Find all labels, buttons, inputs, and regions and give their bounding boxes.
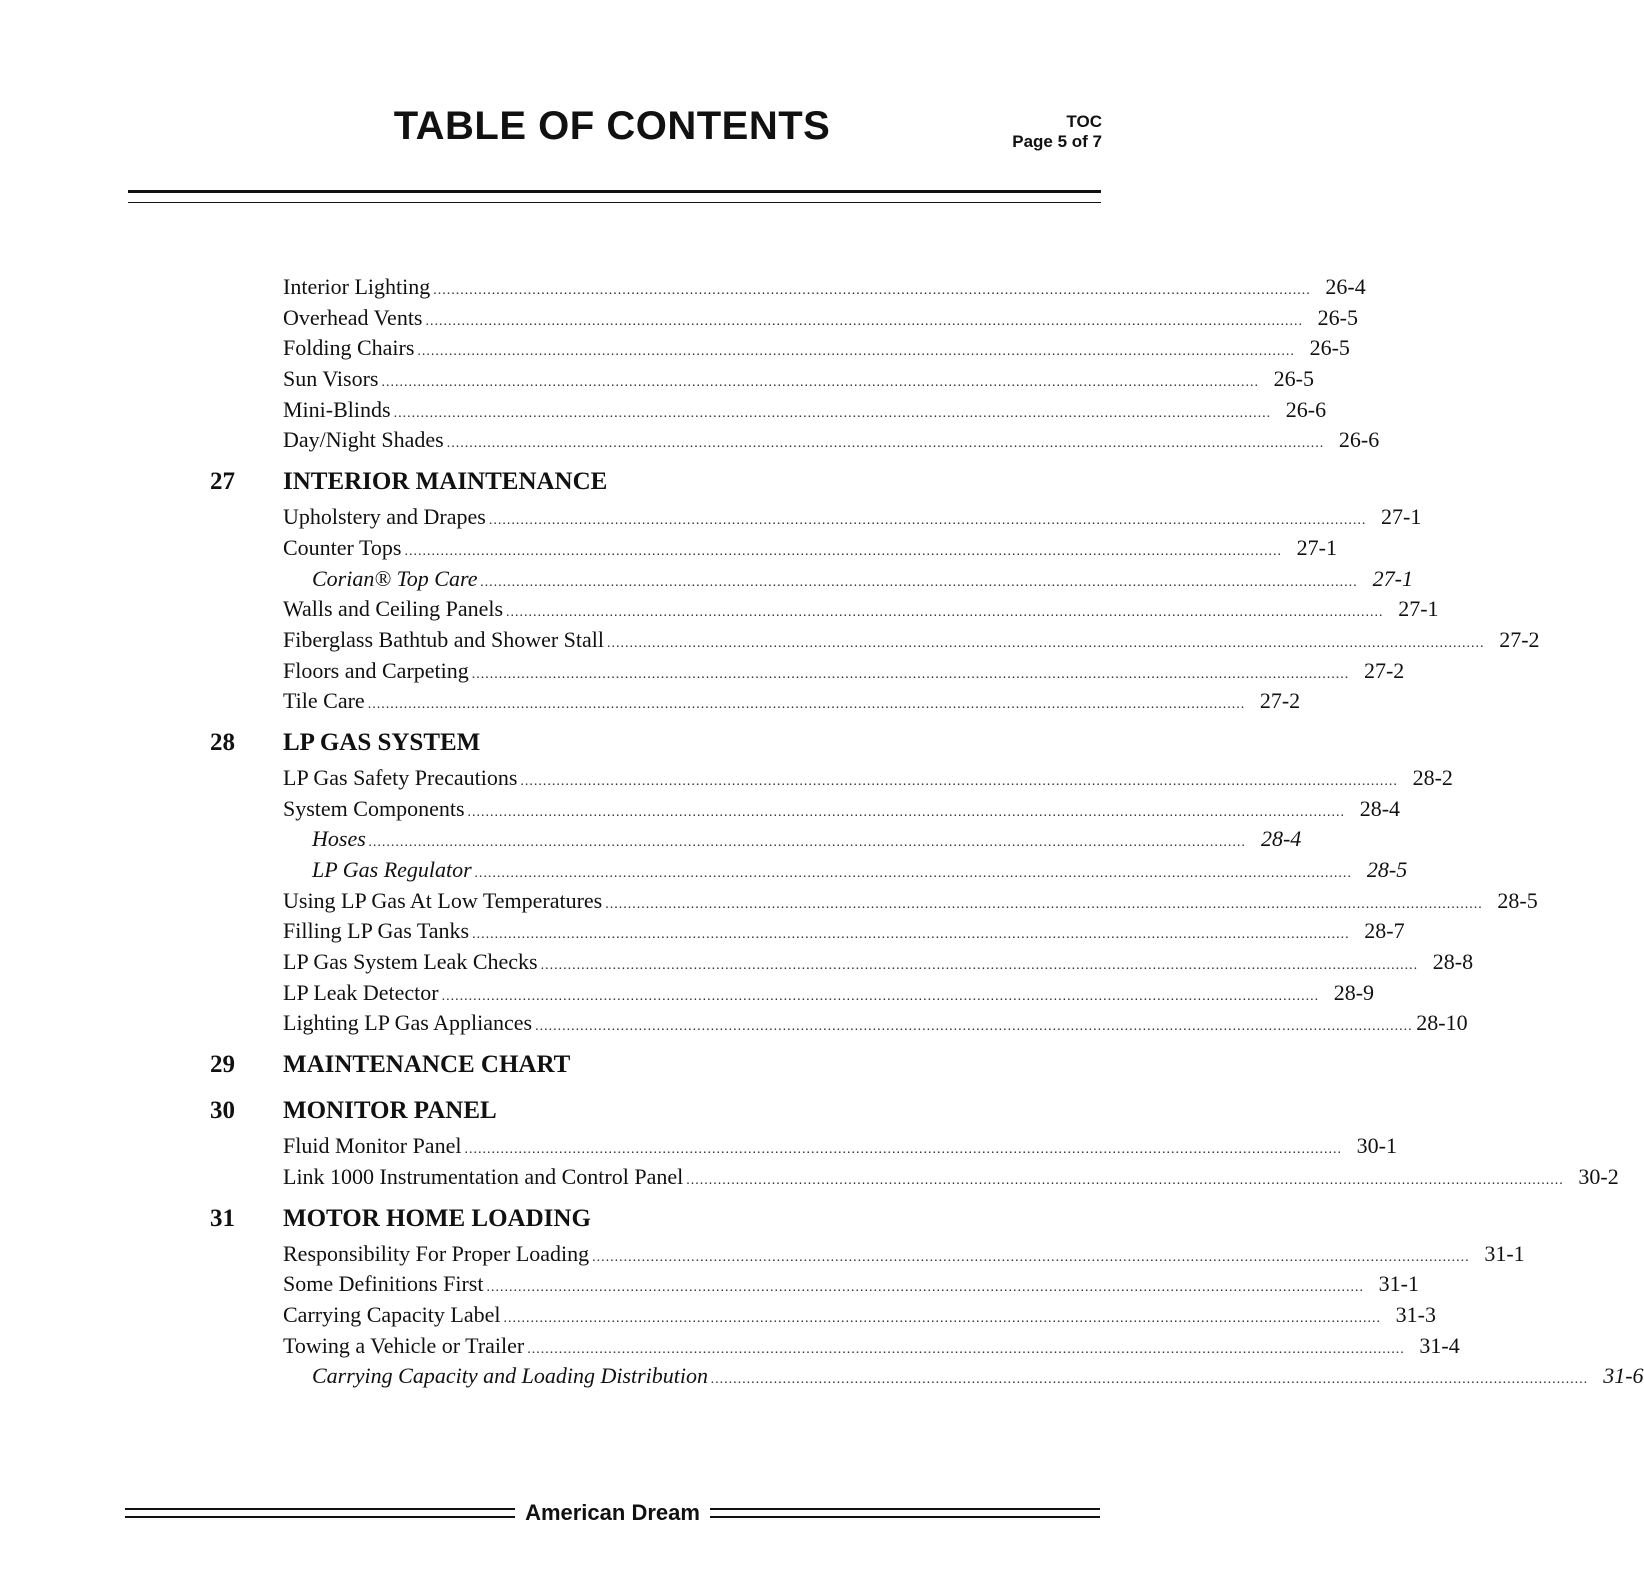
section-number: 27 [210,468,235,496]
entry-title: Tile Care [283,688,365,714]
entry-page: 28-5 [1497,887,1538,913]
dot-leader: ................................................................................................................................................................................................... [535,1019,1413,1035]
dot-leader: ................................................................................................................................................................................................... [471,666,1350,682]
dot-leader: ................................................................................................................................................................................................... [467,804,1346,820]
section-number: 30 [210,1097,235,1125]
entry-title: Overhead Vents [283,304,423,330]
dot-leader: ................................................................................................................................................................................................... [686,1172,1564,1188]
dot-leader: ................................................................................................................................................................................................... [607,635,1485,651]
toc-entry[interactable] [210,335,1350,366]
entry-page: 26-5 [1317,304,1358,330]
entry-title: Carrying Capacity and Loading Distribution [312,1363,709,1389]
entry-page: 30-1 [1356,1133,1397,1159]
entry-title: Walls and Ceiling Panels [283,596,504,622]
toc-subentry[interactable] [210,857,1408,888]
toc-entry[interactable] [210,1010,1468,1041]
dot-leader: ................................................................................................................................................................................................... [592,1249,1470,1265]
entry-page: 26-6 [1285,396,1327,422]
toc-entry[interactable] [210,534,1337,566]
section-heading[interactable] [210,1051,1020,1087]
entry-page: 26-5 [1273,366,1314,392]
entry-title: Link 1000 Instrumentation and Control Panel [283,1163,684,1189]
section-heading[interactable] [210,1205,1020,1241]
entry-page: 28-9 [1333,979,1375,1005]
page-number: Page 5 of 7 [1012,132,1102,151]
toc-subentry[interactable] [210,565,1413,597]
toc-entry[interactable] [210,274,1366,305]
entry-title: Some Definitions First [283,1271,484,1297]
section-title: MONITOR PANEL [283,1097,497,1125]
toc-list [210,274,1644,1394]
entry-page: 28-5 [1366,857,1408,882]
entry-title: LP Gas Safety Precautions [283,764,518,790]
entry-title: Floors and Carpeting [283,657,469,683]
entry-title: Carrying Capacity Label [283,1301,501,1327]
dot-leader: ................................................................................................................................................................................................... [433,283,1311,298]
entry-title: Sun Visors [283,366,379,392]
section-number: 29 [210,1051,235,1079]
toc-entry[interactable] [210,1240,1525,1272]
entry-page: 27-1 [1372,565,1413,591]
footer-brand: American Dream [525,1500,700,1525]
toc-entry[interactable] [210,427,1380,458]
entry-title: Lighting LP Gas Appliances [283,1010,533,1036]
dot-leader: ................................................................................................................................................................................................... [711,1372,1589,1388]
toc-entry[interactable] [210,504,1422,535]
entry-page: 27-1 [1296,534,1337,560]
entry-page: 27-2 [1499,626,1540,652]
toc-entry[interactable] [210,764,1453,796]
entry-page: 31-4 [1419,1332,1460,1358]
dot-leader: ................................................................................................................................................................................................... [540,958,1419,974]
entry-page: 31-1 [1378,1271,1419,1297]
dot-leader: ................................................................................................................................................................................................... [488,513,1367,529]
toc-entry[interactable] [210,1133,1397,1164]
dot-leader: ................................................................................................................................................................................................... [425,313,1303,329]
dot-leader: ................................................................................................................................................................................................... [506,605,1384,621]
entry-page: 31-1 [1484,1240,1525,1266]
entry-page: 30-2 [1578,1163,1619,1189]
entry-title: Responsibility For Proper Loading [283,1240,590,1266]
dot-leader: ................................................................................................................................................................................................... [480,574,1358,590]
entry-page: 28-10 [1416,1010,1468,1036]
dot-leader: ................................................................................................................................................................................................... [417,344,1295,360]
entry-title: Fiberglass Bathtub and Shower Stall [283,626,605,652]
entry-page: 27-1 [1381,504,1422,530]
page-title: TABLE OF CONTENTS [393,104,831,148]
dot-leader: ................................................................................................................................................................................................... [381,375,1259,391]
entry-page: 26-5 [1309,335,1350,361]
entry-title: Upholstery and Drapes [283,504,486,530]
entry-page: 26-4 [1325,274,1366,299]
entry-page: 27-1 [1398,596,1439,622]
dot-leader: ................................................................................................................................................................................................... [520,773,1398,789]
section-title: MOTOR HOME LOADING [283,1204,591,1232]
section-title: INTERIOR MAINTENANCE [283,468,608,496]
toc-entry[interactable] [210,949,1474,980]
entry-title: Hoses [312,826,366,852]
entry-title: Fluid Monitor Panel [283,1133,462,1159]
section-number: 31 [210,1204,235,1232]
dot-leader: ................................................................................................................................................................................................... [368,835,1247,851]
entry-title: Counter Tops [283,534,402,560]
dot-leader: ................................................................................................................................................................................................... [472,927,1350,943]
entry-title: Interior Lighting [283,274,431,299]
entry-title: Day/Night Shades [283,427,444,453]
entry-title: Towing a Vehicle or Trailer [283,1332,525,1358]
entry-page: 28-4 [1359,795,1401,821]
toc-entry[interactable] [210,918,1405,949]
toc-code: TOC [1066,112,1102,131]
toc-subentry[interactable] [210,1363,1644,1394]
dot-leader: ................................................................................................................................................................................................... [464,1142,1342,1158]
entry-page: 28-2 [1412,764,1453,790]
section-heading[interactable] [210,468,1020,504]
toc-entry[interactable] [210,1301,1436,1333]
dot-leader: ................................................................................................................................................................................................... [441,988,1320,1004]
entry-title: Corian® Top Care [312,565,478,591]
entry-page: 27-2 [1259,688,1301,714]
dot-leader: ................................................................................................................................................................................................... [527,1341,1405,1357]
entry-title: LP Gas Regulator [312,857,472,882]
section-heading[interactable] [210,729,1020,765]
footer-rule [125,1498,1100,1528]
entry-page: 31-6 [1603,1363,1644,1389]
entry-page: 28-8 [1432,949,1474,975]
section-title: LP GAS SYSTEM [283,728,481,756]
toc-subentry[interactable] [210,826,1302,857]
section-number: 28 [210,728,235,756]
section-heading[interactable] [210,1097,1020,1133]
entry-title: Filling LP Gas Tanks [283,918,470,944]
entry-title: Using LP Gas At Low Temperatures [283,887,603,913]
toc-entry[interactable] [210,366,1314,397]
entry-title: LP Leak Detector [283,979,439,1005]
toc-entry[interactable] [210,596,1439,627]
toc-entry[interactable] [210,396,1327,428]
entry-page: 31-3 [1395,1301,1436,1327]
dot-leader: ................................................................................................................................................................................................... [404,543,1282,559]
toc-entry[interactable] [210,887,1538,919]
toc-entry[interactable] [210,657,1405,689]
entry-page: 28-4 [1260,826,1302,852]
dot-leader: ................................................................................................................................................................................................... [367,697,1246,713]
toc-entry[interactable] [210,795,1401,827]
dot-leader: ................................................................................................................................................................................................... [446,436,1325,452]
toc-entry[interactable] [210,1271,1419,1302]
dot-leader: ................................................................................................................................................................................................... [503,1310,1381,1326]
toc-entry[interactable] [210,688,1301,719]
entry-page: 28-7 [1364,918,1405,944]
entry-title: LP Gas System Leak Checks [283,949,538,975]
entry-title: Folding Chairs [283,335,415,361]
toc-entry[interactable] [210,1332,1460,1364]
dot-leader: ................................................................................................................................................................................................... [474,866,1353,881]
section-title: MAINTENANCE CHART [283,1051,571,1079]
dot-leader: ................................................................................................................................................................................................... [486,1280,1364,1296]
footer-rule-left [125,1508,515,1518]
entry-page: 26-6 [1338,427,1380,453]
toc-entry[interactable] [210,626,1540,658]
dot-leader: ................................................................................................................................................................................................... [605,896,1483,912]
footer-rule-right [710,1508,1100,1518]
entry-page: 27-2 [1363,657,1405,683]
entry-title: System Components [283,795,465,821]
toc-entry[interactable] [210,979,1375,1011]
header-rule [128,190,1101,203]
dot-leader: ................................................................................................................................................................................................... [393,405,1272,421]
entry-title: Mini-Blinds [283,396,391,422]
toc-entry[interactable] [210,304,1358,336]
toc-page-indicator [1012,112,1102,152]
toc-entry[interactable] [210,1163,1619,1195]
